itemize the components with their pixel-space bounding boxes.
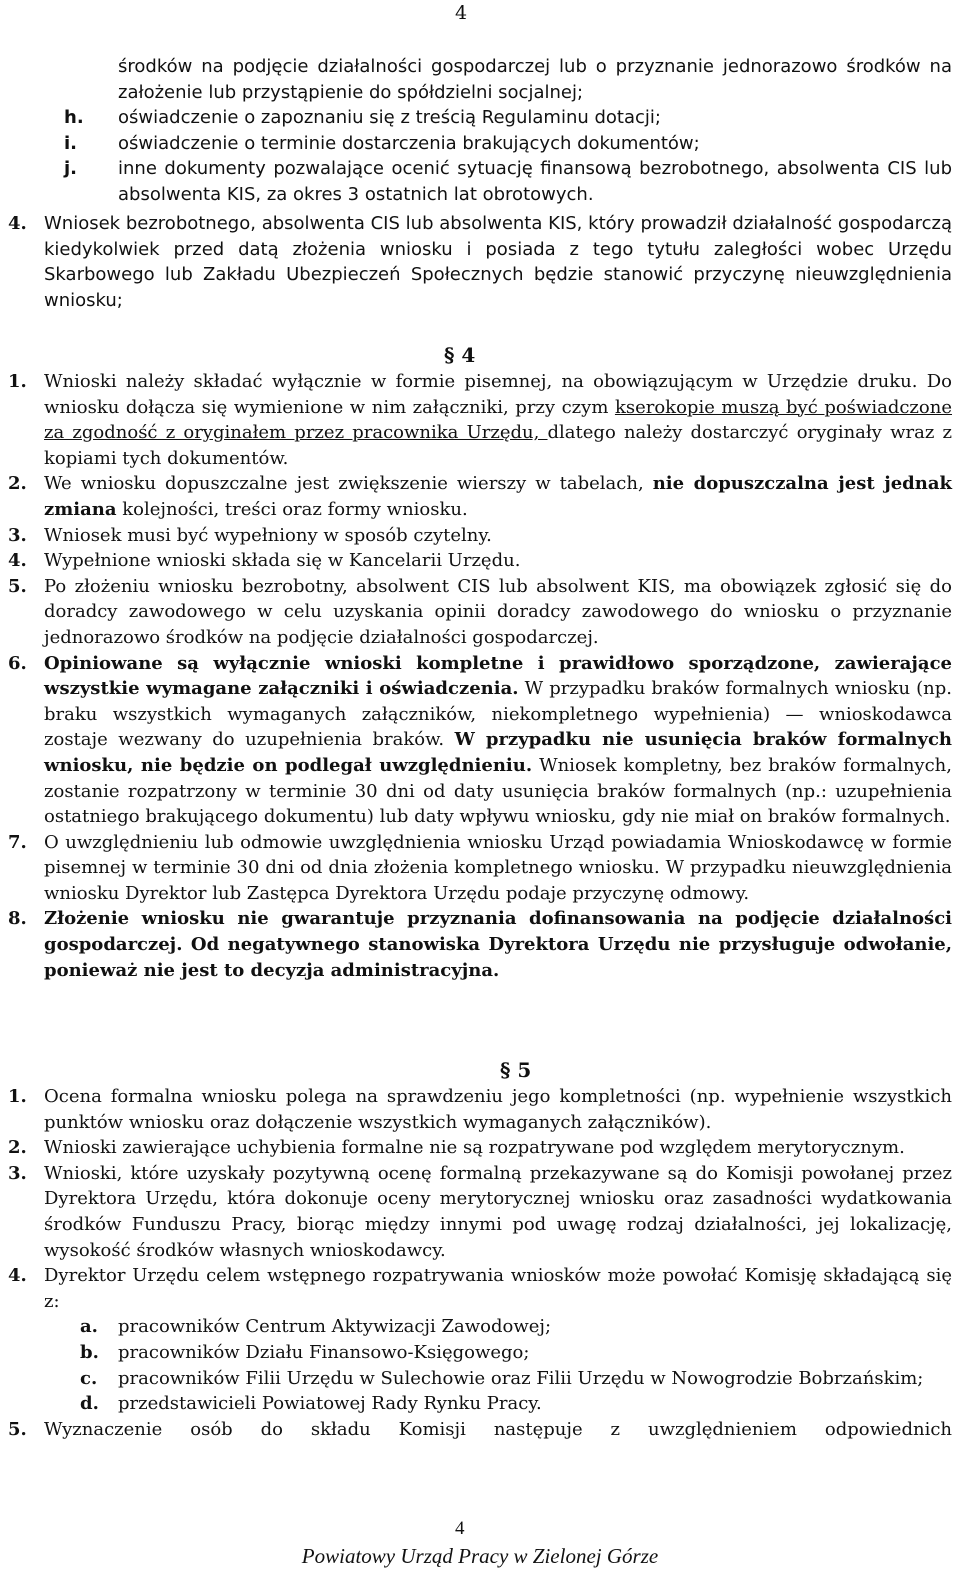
list-item: [8, 906, 952, 983]
list-item: [8, 211, 952, 313]
list-item: [8, 574, 952, 651]
list-item: [64, 131, 952, 157]
list-item: [8, 1263, 952, 1314]
list-item-label: 1.: [8, 1086, 27, 1107]
list-item-text: O uwzględnieniu lub odmowie uwzględnienia wniosku Urząd powiadamia Wnioskodawcę w formie pisemnej w terminie 30 dni od dnia złożenia kompletnego wniosku. W przypadku nieuwzględnienia wniosku Dyrektor lub Zastępca Dyrektora Urzędu podaje przyczynę odmowy.: [44, 831, 952, 904]
list-item-text: środków na podjęcie działalności gospodarczej lub o przyznanie jednorazowo środków na założenie lub przystąpienie do spółdzielni socjalnej;: [118, 56, 952, 103]
list-item-text: Wniosek musi być wypełniony w sposób czytelny.: [44, 524, 492, 546]
underlined-text: kserokopie muszą być poświadczone za zgodność z oryginałem przez pracownika Urzędu,: [44, 396, 952, 444]
sub-list-item-text: pracowników Centrum Aktywizacji Zawodowej;: [118, 1316, 552, 1338]
sub-list-item-label: a.: [80, 1316, 98, 1338]
list-item-label: 4.: [8, 213, 27, 234]
list-item-label: 6.: [8, 652, 27, 674]
list-item-label: 8.: [8, 908, 27, 930]
list-item: [8, 548, 952, 574]
list-item-label: 4.: [8, 1265, 27, 1287]
list-item-text: Wyznaczenie osób do składu Komisji następuje z uwzględnieniem odpowiednich: [44, 1418, 952, 1440]
list-item: [64, 156, 952, 207]
sub-list-item: [80, 1366, 952, 1392]
sub-list-item-label: d.: [80, 1393, 99, 1415]
bold-text: W przypadku nie usunięcia braków formalnych wniosku, nie będzie on podlegał uwzględnieniu.: [44, 729, 953, 776]
section-4-list: [0, 369, 960, 983]
list-item-text: Dyrektor Urzędu celem wstępnego rozpatrywania wniosków może powołać Komisję składającą się z:: [44, 1265, 952, 1312]
list-item-label: 4.: [8, 550, 27, 572]
text-run: Wniosek kompletny, bez braków formalnych, zostanie rozpatrzony w terminie 30 dni od daty usunięcia braków formalnych (np.: uzupełnienia ostatniego brakującego dokumentu) lub daty wpływu wniosku, gdy nie miał on braków formalnych.: [44, 754, 953, 828]
list-item-text: inne dokumenty pozwalające ocenić sytuację finansową bezrobotnego, absolwenta CIS lub absolwenta KIS, za okres 3 ostatnich lat obrotowych.: [118, 158, 952, 205]
item-4: [0, 211, 960, 313]
sub-list-item: [80, 1340, 952, 1366]
list-item: [118, 54, 952, 105]
list-item-text: oświadczenie o zapoznaniu się z treścią Regulaminu dotacji;: [118, 107, 661, 128]
sub-list-item-label: c.: [80, 1367, 98, 1389]
bold-text: nie dopuszczalna jest jednak zmiana: [44, 473, 952, 520]
footer-organization: Powiatowy Urząd Pracy w Zielonej Górze: [301, 1544, 659, 1568]
list-item-text: oświadczenie o terminie dostarczenia brakujących dokumentów;: [118, 132, 700, 154]
section-heading: § 4: [444, 343, 476, 367]
list-item-label: 3.: [8, 524, 27, 546]
list-item: [8, 471, 952, 522]
section-heading: § 5: [500, 1058, 532, 1082]
list-item: [8, 523, 952, 549]
list-item-text: Wypełnione wnioski składa się w Kancelarii Urzędu.: [44, 550, 521, 572]
list-item: [64, 105, 952, 131]
list-item-label: j.: [64, 158, 78, 179]
list-item-text: [44, 369, 952, 471]
text-run: kolejności, treści oraz formy wniosku.: [116, 498, 468, 520]
list-item-text: Po złożeniu wniosku bezrobotny, absolwent CIS lub absolwent KIS, ma obowiązek zgłosić się do doradcy zawodowego w celu uzyskania opinii doradcy zawodowego do wniosku o przyznanie jednorazowo środków na podjęcie działalności gospodarczej.: [44, 575, 952, 648]
sub-list-item: [80, 1391, 952, 1417]
list-item: [8, 1417, 952, 1443]
sub-list-item-text: pracowników Działu Finansowo-Księgowego;: [118, 1341, 530, 1363]
list-item-label: 5.: [8, 575, 27, 597]
list-item-text: Wnioski zawierające uchybienia formalne nie są rozpatrywane pod względem merytorycznym.: [44, 1137, 905, 1159]
list-item-label: 5.: [8, 1418, 27, 1440]
list-item: [8, 1135, 952, 1161]
list-item-label: 2.: [8, 1137, 27, 1159]
list-item: [8, 651, 953, 830]
list-item-label: h.: [64, 107, 84, 128]
page-number-footer: 4: [455, 1518, 465, 1539]
sub-list-item: [80, 1314, 952, 1340]
list-item-text: [44, 471, 952, 522]
list-item: [8, 1084, 952, 1135]
list-item-text: Wniosek bezrobotnego, absolwenta CIS lub absolwenta KIS, który prowadził działalność gospodarczą kiedykolwiek przed datą złożenia wniosku i posiada z tego tytułu zaległości wobec Urzędu Skarbowego lub Zakładu Ubezpieczeń Społecznych będzie stanowić przyczynę nieuwzględnienia wniosku;: [44, 213, 952, 311]
list-item-label: i.: [64, 132, 78, 154]
list-item-text: [44, 651, 952, 830]
section-5-list: [0, 1084, 960, 1442]
list-item-label: 2.: [8, 473, 27, 495]
list-item-label: 3.: [8, 1162, 27, 1184]
text-run: Wnioski należy składać wyłącznie w formie pisemnej, na obowiązującym w Urzędzie druku. Do wniosku dołącza się wymienione w nim załączniki, przy czym: [44, 371, 952, 418]
page-number-header: 4: [455, 2, 468, 24]
list-item-label: 1.: [8, 371, 27, 392]
text-run: dlatego należy dostarczyć oryginały wraz z kopiami tych dokumentów.: [44, 422, 952, 469]
list-item-text: Wnioski, które uzyskały pozytywną ocenę formalną przekazywane są do Komisji powołanej przez Dyrektora Urzędu, która dokonuje oceny merytorycznej wniosku oraz zasadności wydatkowania środków Funduszu Pracy, biorąc między innymi pod uwagę rodzaj działalności, jej lokalizację, wysokość środków własnych wnioskodawcy.: [44, 1162, 952, 1261]
text-run: W przypadku braków formalnych wniosku (np. braku wszystkich wymaganych załączników, niekompletnego wypełnienia) — wnioskodawca zostaje wezwany do uzupełnienia braków.: [44, 678, 952, 751]
list-item: [8, 830, 952, 907]
list-continuation: [0, 54, 960, 207]
list-item-text: Złożenie wniosku nie gwarantuje przyznania dofinansowania na podjęcie działalności gospodarczej. Od negatywnego stanowiska Dyrektora Urzędu nie przysługuje odwołanie, ponieważ nie jest to decyzja administracyjna.: [44, 908, 952, 981]
list-item-label: 7.: [8, 831, 27, 853]
bold-text: Opiniowane są wyłącznie wnioski kompletne i prawidłowo sporządzone, zawierające wszystkie wymagane załączniki i oświadczenia.: [44, 652, 952, 700]
list-item: [8, 1161, 952, 1263]
sub-list-item-text: pracowników Filii Urzędu w Sulechowie oraz Filii Urzędu w Nowogrodzie Bobrzańskim;: [118, 1367, 924, 1389]
sub-list-item-text: przedstawicieli Powiatowej Rady Rynku Pracy.: [118, 1393, 542, 1415]
list-item-text: Ocena formalna wniosku polega na sprawdzeniu jego kompletności (np. wypełnienie wszystkich punktów wniosku oraz dołączenie wszystkich wymaganych załączników).: [44, 1086, 952, 1133]
sub-list-item-label: b.: [80, 1341, 99, 1363]
list-item: [8, 369, 952, 471]
text-run: We wniosku dopuszczalne jest zwiększenie wierszy w tabelach,: [44, 473, 653, 495]
